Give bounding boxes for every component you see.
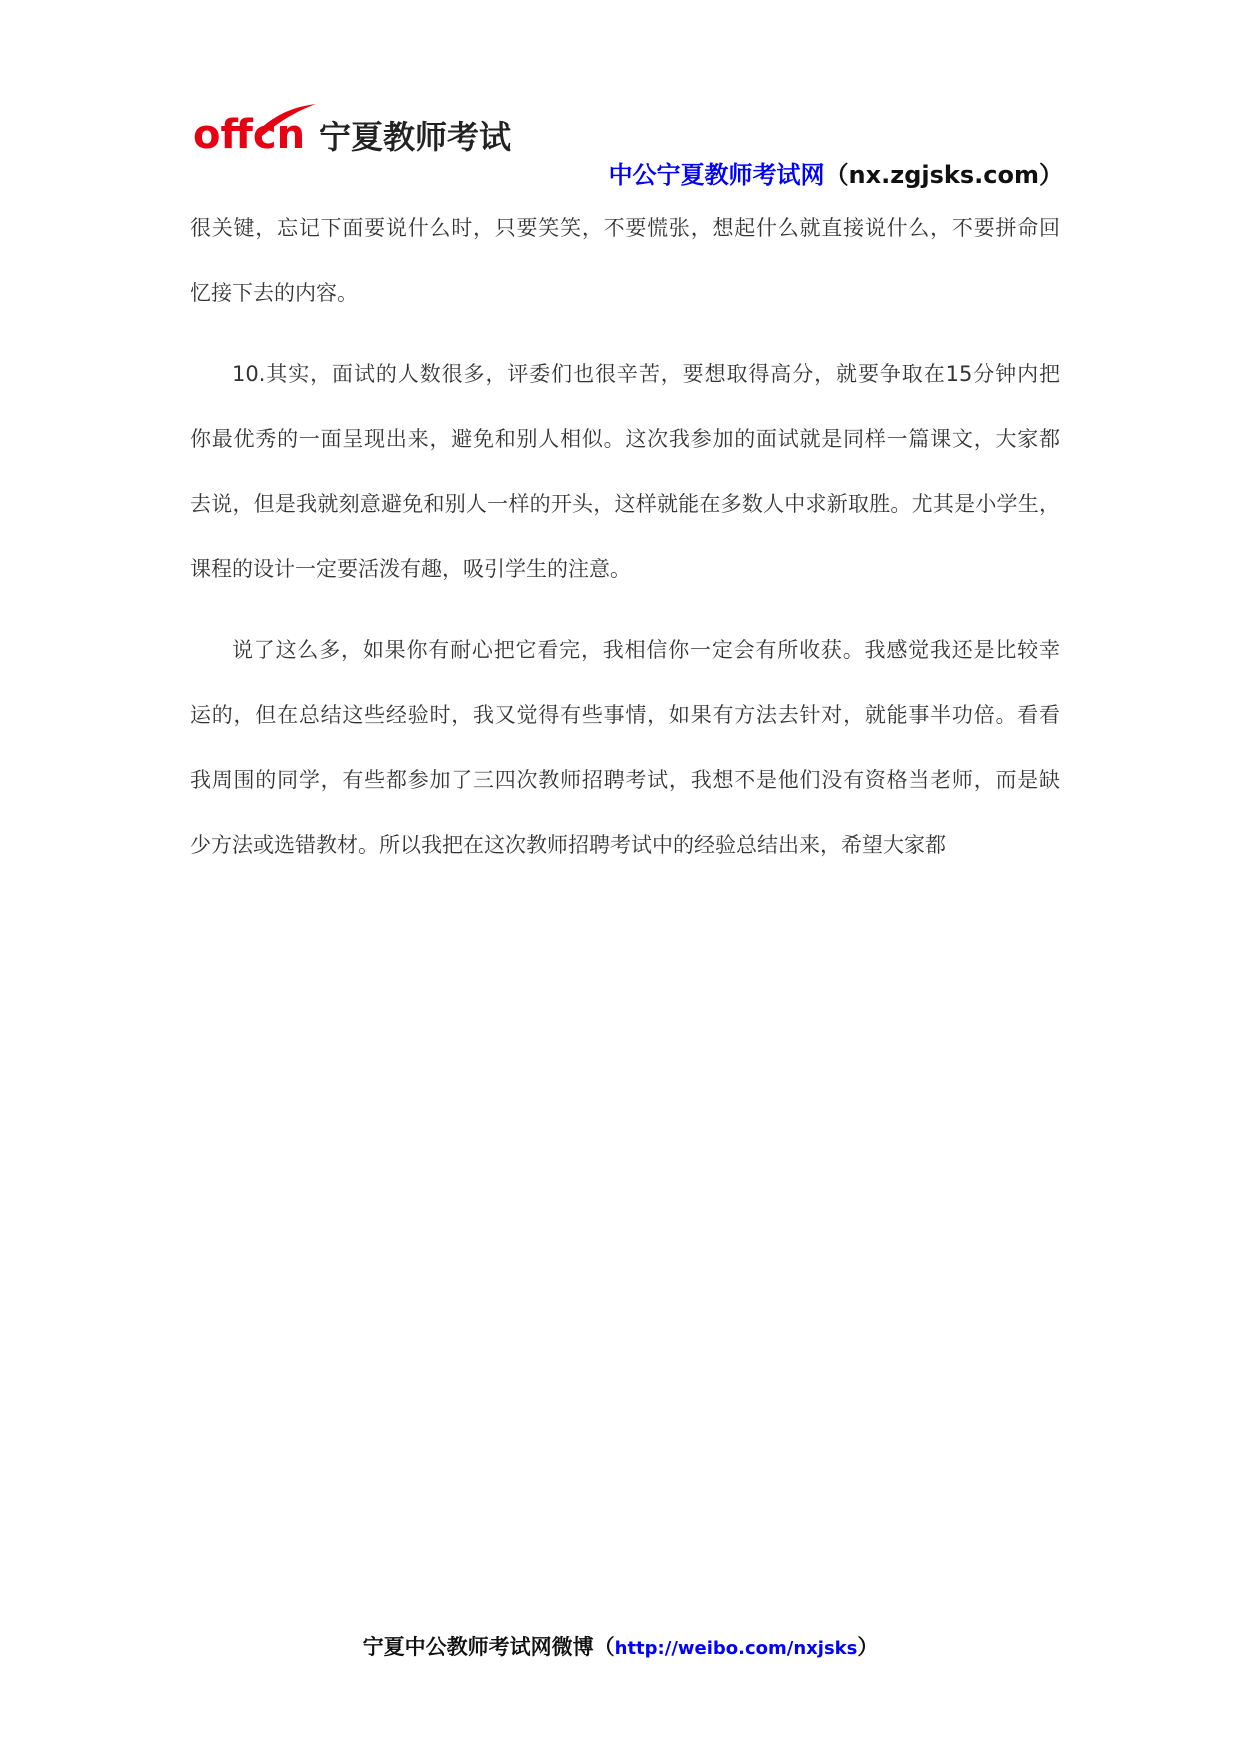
- page-footer: [0, 1630, 1241, 1664]
- footer-suffix: ）: [857, 1635, 879, 1659]
- paragraph-line: 说了这么多，如果你有耐心把它看完，我相信你一定会有所收获。我感觉我还是比较幸: [232, 638, 1060, 662]
- article-body: [190, 196, 1060, 894]
- logo-subtitle-text: 宁夏教师考试: [319, 118, 512, 156]
- paragraph-line: 忆接下去的内容。: [190, 281, 358, 305]
- paragraph-line: 你最优秀的一面呈现出来，避免和别人相似。这次我参加的面试就是同样一篇课文，大家都: [190, 427, 1060, 451]
- offcn-logo: [190, 102, 530, 156]
- header-site-url: （nx.zgjsks.com）: [824, 161, 1063, 189]
- paragraph: [190, 618, 1060, 878]
- paragraph-line: 少方法或选错教材。所以我把在这次教师招聘考试中的经验总结出来，希望大家都: [190, 833, 946, 857]
- paragraph: [190, 342, 1060, 602]
- page-header: [540, 158, 1063, 192]
- offcn-logo-graphic: [190, 102, 530, 156]
- paragraph-line: 很关键，忘记下面要说什么时，只要笑笑，不要慌张，想起什么就直接说什么，不要拼命回: [190, 216, 1060, 240]
- paragraph-line: 去说，但是我就刻意避免和别人一样的开头，这样就能在多数人中求新取胜。尤其是小学生，: [190, 492, 1060, 516]
- paragraph-line: 课程的设计一定要活泼有趣，吸引学生的注意。: [190, 557, 631, 581]
- paragraph: [190, 196, 1060, 326]
- header-site-name: 中公宁夏教师考试网: [608, 161, 825, 189]
- footer-weibo-url: http://weibo.com/nxjsks: [614, 1638, 858, 1659]
- paragraph-line: 我周围的同学，有些都参加了三四次教师招聘考试，我想不是他们没有资格当老师，而是缺: [190, 768, 1060, 792]
- footer-prefix: 宁夏中公教师考试网微博（: [362, 1635, 615, 1659]
- paragraph-line: 10.其实，面试的人数很多，评委们也很辛苦，要想取得高分，就要争取在15分钟内把: [232, 362, 1060, 386]
- logo-brand-text: offcn: [193, 112, 306, 156]
- paragraph-line: 运的，但在总结这些经验时，我又觉得有些事情，如果有方法去针对，就能事半功倍。看看: [190, 703, 1060, 727]
